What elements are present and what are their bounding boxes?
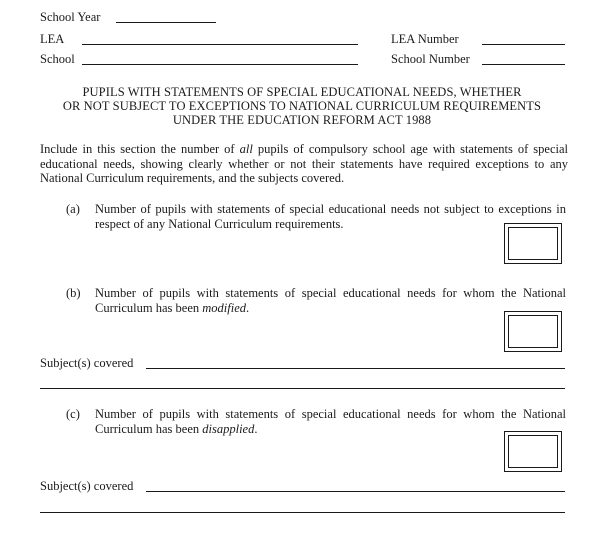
school-number-label: School Number <box>391 52 470 66</box>
item-a-count-box-inner <box>508 227 558 260</box>
item-c-marker: (c) <box>66 407 80 421</box>
intro-paragraph <box>40 142 568 186</box>
lea-number-field[interactable] <box>482 44 565 45</box>
item-b-emphasis: modified <box>202 300 247 315</box>
item-c-count-box[interactable] <box>504 431 562 472</box>
section-heading <box>38 85 566 127</box>
intro-text-1: Include in this section the number of <box>40 142 240 156</box>
school-year-label: School Year <box>40 10 101 24</box>
lea-field[interactable] <box>82 44 358 45</box>
school-field[interactable] <box>82 64 358 65</box>
school-year-field[interactable] <box>116 22 216 23</box>
subjects-covered-field-b[interactable] <box>146 368 565 369</box>
subjects-covered-label-b: Subject(s) covered <box>40 356 134 370</box>
heading-line-2: OR NOT SUBJECT TO EXCEPTIONS TO NATIONAL CURRICULUM REQUIREMENTS <box>62 99 542 113</box>
subjects-covered-label-c: Subject(s) covered <box>40 479 134 493</box>
item-b-text-1: Number of pupils with statements of special educational needs for whom the National Curriculum has been <box>95 286 566 315</box>
item-a-count-box[interactable] <box>504 223 562 264</box>
subjects-covered-field-c[interactable] <box>146 491 565 492</box>
item-b-text <box>95 286 566 315</box>
heading-line-1: PUPILS WITH STATEMENTS OF SPECIAL EDUCATIONAL NEEDS, WHETHER <box>82 85 522 99</box>
school-number-field[interactable] <box>482 64 565 65</box>
item-c-text-2: . <box>254 421 258 436</box>
heading-line-3: UNDER THE EDUCATION REFORM ACT 1988 <box>172 113 432 127</box>
item-c-text-1: Number of pupils with statements of special educational needs for whom the National Curriculum has been <box>95 407 566 436</box>
item-b-count-box[interactable] <box>504 311 562 352</box>
lea-label: LEA <box>40 32 65 46</box>
lea-number-label: LEA Number <box>391 32 459 46</box>
item-b-text-2: . <box>246 300 250 315</box>
intro-text-2: pupils of compulsory school age with statements of special educational needs, showing clearly whether or not their statements have required exceptions to any National Curriculum requirements, and the subjects covered. <box>40 142 568 185</box>
item-b-count-box-inner <box>508 315 558 348</box>
school-label: School <box>40 52 75 66</box>
item-c-text <box>95 407 566 436</box>
item-c-emphasis: disapplied <box>202 421 255 436</box>
item-c-count-box-inner <box>508 435 558 468</box>
item-a-text: Number of pupils with statements of special educational needs not subject to exceptions in respect of any National Curriculum requirements. <box>95 202 566 231</box>
subjects-covered-field-b-line-2[interactable] <box>40 388 565 389</box>
subjects-covered-field-c-line-2[interactable] <box>40 512 565 513</box>
intro-emphasis: all <box>239 142 253 156</box>
item-b-marker: (b) <box>66 286 81 300</box>
item-a-marker: (a) <box>66 202 80 216</box>
